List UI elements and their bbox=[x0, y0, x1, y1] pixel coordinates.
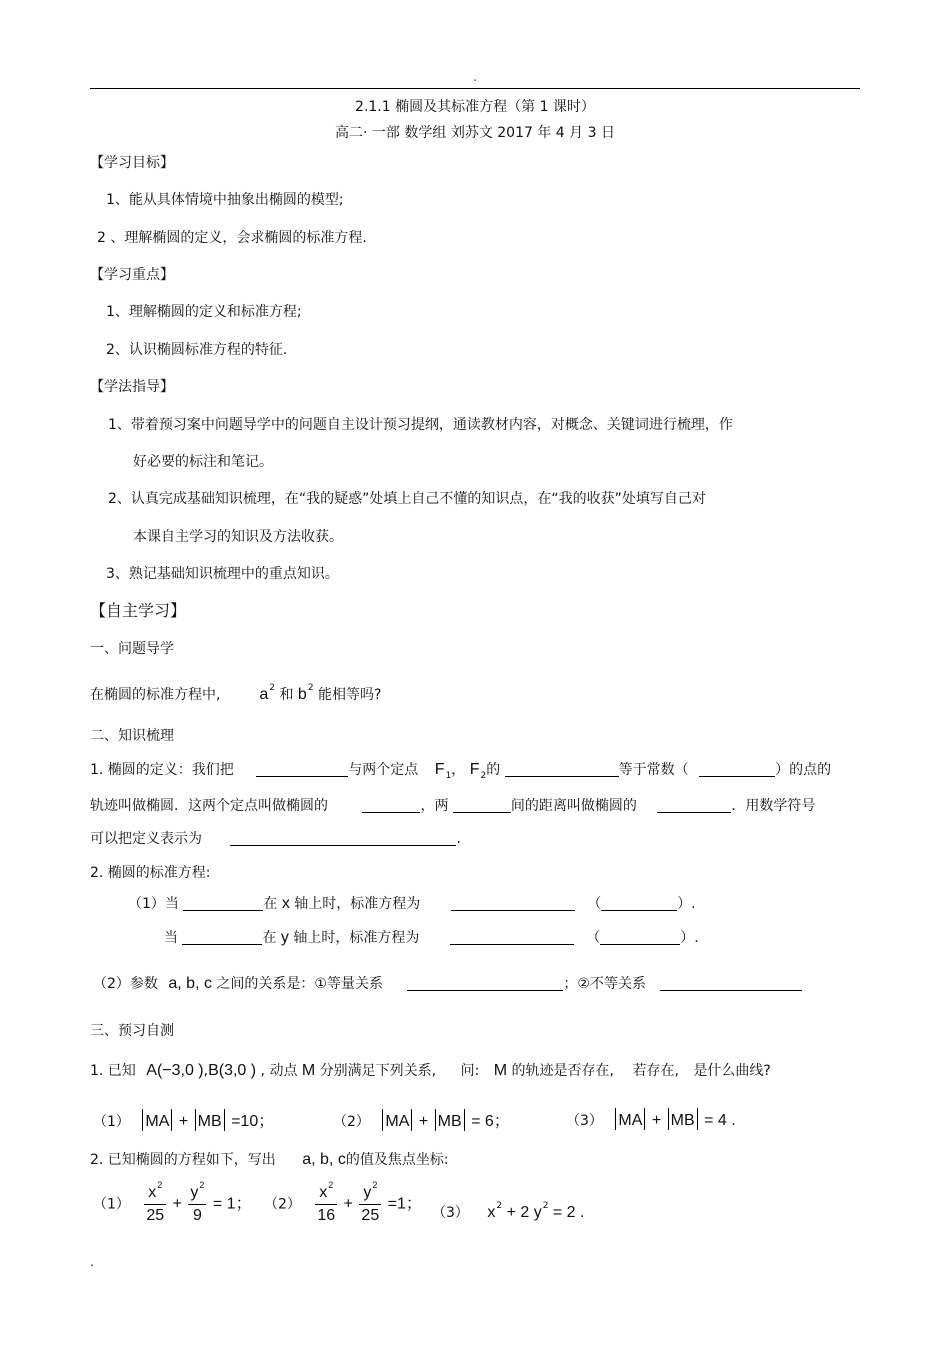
standard-eq-heading: 2. 椭圆的标准方程: bbox=[90, 865, 211, 881]
blank[interactable] bbox=[230, 830, 456, 846]
standard-eq-y: 当 在 y 轴上时，标准方程为 （ ）. bbox=[164, 929, 699, 946]
blank[interactable] bbox=[182, 929, 262, 945]
goal-item: 2 、理解椭圆的定义，会求椭圆的标准方程. bbox=[97, 230, 367, 246]
blank[interactable] bbox=[601, 895, 677, 911]
blank[interactable] bbox=[407, 975, 563, 991]
ellipse-equation-1: （1） $\frac{x^2}{25}$ + $\frac{y^2}{9}$ = 1； bbox=[93, 1180, 252, 1224]
blank[interactable] bbox=[699, 761, 775, 777]
method-heading: 【学法指导】 bbox=[90, 379, 174, 395]
author-line: 高二· 一部 数学组 刘苏文 2017 年 4 月 3 日 bbox=[335, 125, 615, 141]
standard-eq-x: （1）当 在 x 轴上时，标准方程为 （ ）. bbox=[128, 895, 696, 912]
blank[interactable] bbox=[256, 761, 348, 777]
goal-item: 1、能从具体情境中抽象出椭圆的模型; bbox=[106, 192, 344, 208]
blank[interactable] bbox=[657, 797, 731, 813]
lesson-title: 2.1.1 椭圆及其标准方程（第 1 课时） bbox=[355, 99, 595, 115]
blank[interactable] bbox=[362, 797, 420, 813]
method-item: 2、认真完成基础知识梳理，在“我的疑惑”处填上自己不懂的知识点，在“我的收获”处填写自己对 bbox=[108, 491, 706, 507]
method-item-cont: 本课自主学习的知识及方法收获。 bbox=[133, 529, 343, 545]
blank[interactable] bbox=[451, 895, 575, 911]
blank[interactable] bbox=[450, 929, 574, 945]
blank[interactable] bbox=[660, 975, 802, 991]
ellipse-equation-2: （2） $\frac{x^2}{16}$ + $\frac{y^2}{25}$ =1； bbox=[264, 1180, 422, 1224]
ellipse-equation-3: （3） $x^2 + 2$ $y^2 = 2$ . bbox=[432, 1201, 585, 1221]
test-1-item-1: （1） MA + MB =10； bbox=[93, 1108, 274, 1131]
method-item-cont: 好必要的标注和笔记。 bbox=[133, 454, 273, 470]
section-2-heading: 二、知识梳理 bbox=[90, 728, 174, 744]
blank[interactable] bbox=[183, 895, 263, 911]
test-1-item-3: （3） MA + MB = 4 . bbox=[566, 1108, 736, 1130]
method-item: 3、熟记基础知识梳理中的重点知识。 bbox=[106, 566, 339, 582]
test-2-question: 2. 已知椭圆的方程如下，写出 a, b, c的值及焦点坐标: bbox=[90, 1151, 449, 1168]
goals-heading: 【学习目标】 bbox=[90, 155, 174, 171]
self-study-heading: 【自主学习】 bbox=[90, 601, 187, 620]
focus-item: 1、理解椭圆的定义和标准方程; bbox=[106, 304, 302, 320]
focus-heading: 【学习重点】 bbox=[90, 267, 174, 283]
section-3-heading: 三、预习自测 bbox=[90, 1023, 174, 1039]
section-1-heading: 一、问题导学 bbox=[90, 641, 174, 657]
definition-line-3: 可以把定义表示为 . bbox=[90, 831, 461, 847]
blank[interactable] bbox=[453, 797, 511, 813]
blank[interactable] bbox=[600, 929, 680, 945]
test-1-question: 1. 已知 A(−3,0 ),B(3,0 ) , 动点 M 分别满足下列关系, 问: M 的轨迹是否存在, 若存在, 是什么曲线? bbox=[90, 1062, 771, 1079]
parameter-relation: （2）参数 a, b, c 之间的关系是：①等量关系 ；②不等关系 bbox=[93, 973, 802, 993]
test-1-item-2: （2） MA + MB = 6； bbox=[333, 1108, 510, 1131]
header-dot: . bbox=[473, 70, 477, 84]
guide-question: 在椭圆的标准方程中, $a^2$ 和 $b^2$ 能相等吗? bbox=[90, 683, 382, 703]
definition-line-2: 轨迹叫做椭圆．这两个定点叫做椭圆的 ，两 间的距离叫做椭圆的 ．用数学符号 bbox=[90, 798, 816, 814]
definition-line-1: 1. 椭圆的定义：我们把 与两个定点 $F_1$， $F_2$的 等于常数（ ）的点的 bbox=[90, 761, 832, 781]
focus-item: 2、认识椭圆标准方程的特征. bbox=[106, 342, 288, 358]
footer-dot: . bbox=[90, 1255, 94, 1269]
method-item: 1、带着预习案中问题导学中的问题自主设计预习提纲，通读教材内容，对概念、关键词进行梳理，作 bbox=[108, 417, 733, 433]
blank[interactable] bbox=[505, 761, 619, 777]
header-rule bbox=[90, 88, 860, 89]
